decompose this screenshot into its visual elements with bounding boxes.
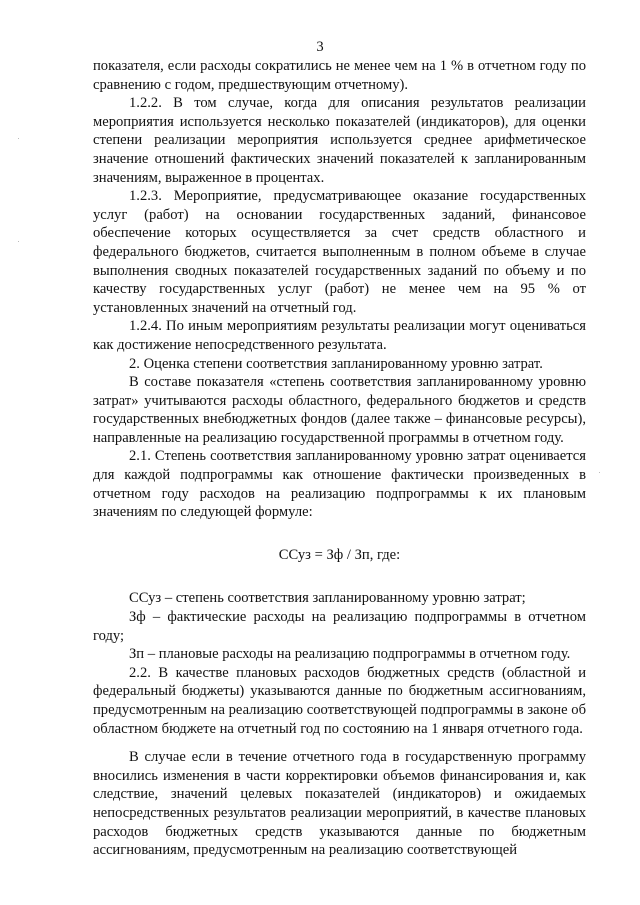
definition-zp: Зп – плановые расходы на реализацию подпрограммы в отчетном году. — [129, 646, 571, 663]
scan-speck — [18, 138, 19, 139]
scan-speck — [599, 472, 600, 473]
paragraph-1-2-4: 1.2.4. По иным мероприятиям результаты реализации могут оцениваться как достижение непосредственного результата. — [93, 318, 586, 353]
section-heading-2: 2. Оценка степени соответствия запланированному уровню затрат. — [129, 355, 543, 372]
paragraph-1-2-2: 1.2.2. В том случае, когда для описания результатов реализации мероприятия используется несколько показателей (индикаторов), для оценки степени реализации мероприятия используется среднее арифметическое значение отношений фактических значений показателей к запланированным значениям, выраженное в процентах. — [93, 95, 586, 186]
page-number: 3 — [316, 39, 324, 55]
paragraph-changes: В случае если в течение отчетного года в государственную программу вносились изменения в части корректировки объемов финансирования и, как следствие, значений целевых показателей (индикаторов) и ожидаемых непосредственных результатов реализации мероприятий, в качестве плановых расходов бюджетных средств указываются данные по бюджетным ассигнованиям, предусмотренным на реализацию соответствующей — [93, 749, 586, 859]
definition-ssuz: ССуз – степень соответствия запланированному уровню затрат; — [129, 590, 526, 607]
document-body — [93, 57, 586, 860]
formula: ССуз = Зф / Зп, где: — [278, 546, 401, 563]
paragraph-costs-composition: В составе показателя «степень соответствия запланированному уровню затрат» учитываются расходы областного, федерального бюджетов и средств государственных внебюджетных фондов (далее также – финансовые ресурсы), направленные на реализацию государственной программы в отчетном году. — [93, 374, 586, 446]
paragraph-1-2-3: 1.2.3. Мероприятие, предусматривающее оказание государственных услуг (работ) на основании государственных заданий, финансовое обеспечение которых осуществляется за счет средств областного и федерального бюджетов, считается выполненным в полном объеме в случае выполнения сводных показателей государственных заданий по объему и по качеству государственных услуг (работ) не менее чем на 95 % от установленных значений на отчетный год. — [93, 188, 586, 316]
paragraph-2-1: 2.1. Степень соответствия запланированному уровню затрат оценивается для каждой подпрограммы как отношение фактически произведенных в отчетном году расходов на реализацию подпрограммы к их плановым значениям по следующей формуле: — [93, 448, 586, 521]
paragraph-2-2: 2.2. В качестве плановых расходов бюджетных средств (областной и федеральный бюджеты) указываются данные по бюджетным ассигнованиям, предусмотренным на реализацию соответствующей подпрограммы в законе об областном бюджете на отчетный год по состоянию на 1 января отчетного года. — [93, 664, 586, 737]
paragraph-continuation: показателя, если расходы сократились не менее чем на 1 % в отчетном году по сравнению с годом, предшествующим отчетному). — [93, 58, 586, 93]
definition-zf: Зф – фактические расходы на реализацию подпрограммы в отчетном году; — [93, 609, 586, 644]
scan-speck — [18, 241, 19, 242]
